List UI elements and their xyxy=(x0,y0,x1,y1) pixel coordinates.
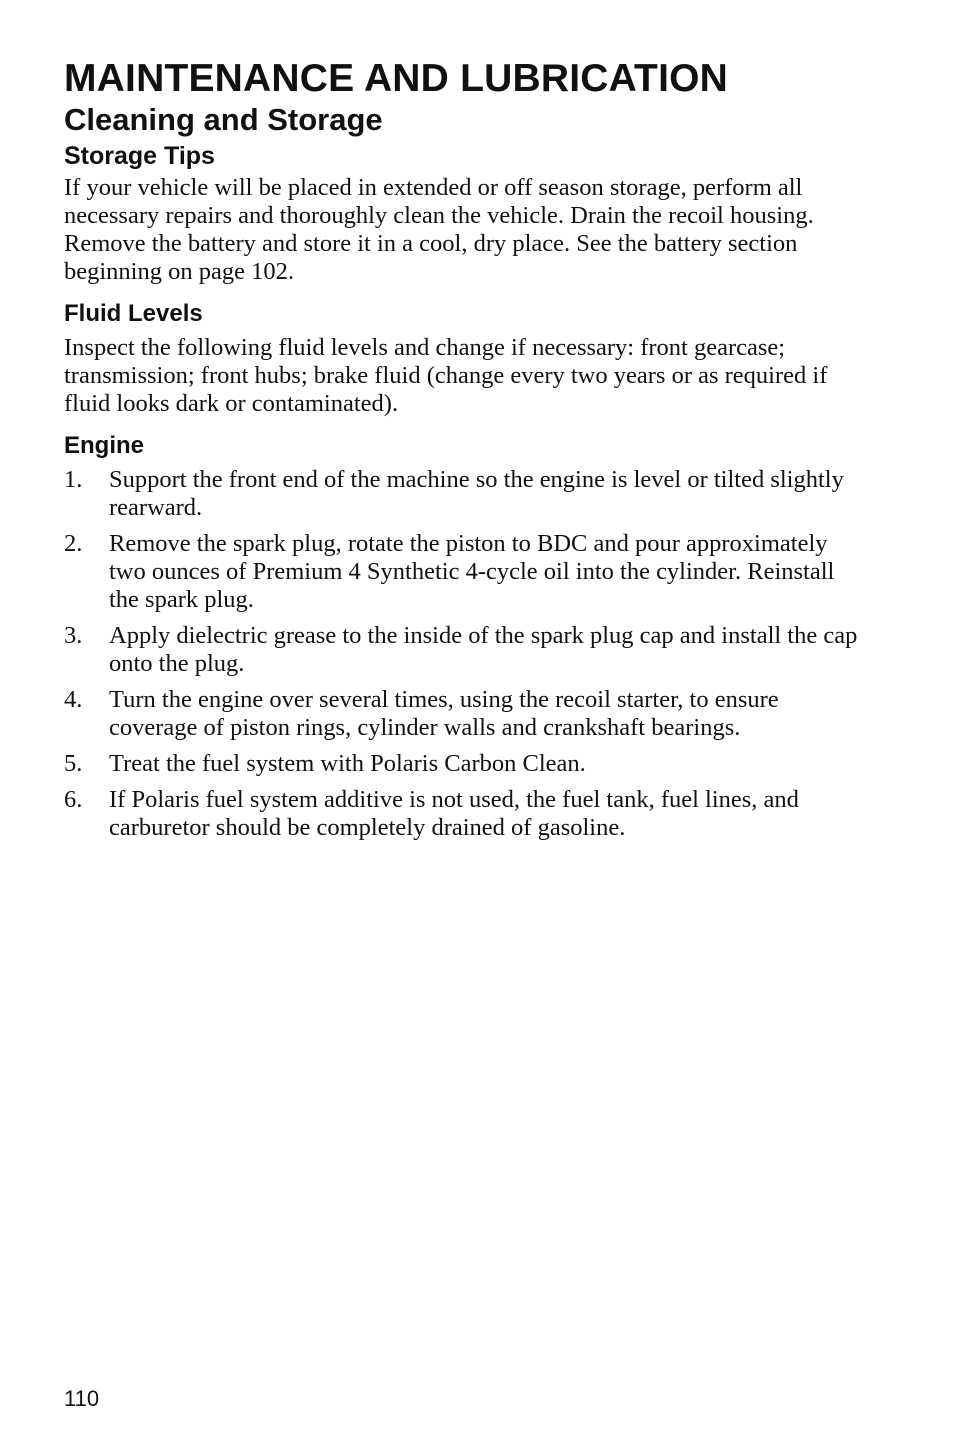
storage-tips-heading: Storage Tips xyxy=(64,142,215,170)
step-number: 1. xyxy=(64,466,83,493)
section-title: Cleaning and Storage xyxy=(64,102,383,137)
engine-steps-list xyxy=(64,466,870,842)
storage-tips-paragraph: If your vehicle will be placed in extended or off season storage, perform all necessary repairs and thoroughly clean the vehicle. Drain the recoil housing. Remove the battery and store it in a cool, dry place. See the battery section beginning on page 102. xyxy=(64,174,814,285)
step-number: 6. xyxy=(64,786,83,813)
list-item xyxy=(64,686,870,742)
fluid-levels-paragraph: Inspect the following fluid levels and change if necessary: front gearcase; transmission; front hubs; brake fluid (change every two years or as required if fluid looks dark or contaminated). xyxy=(64,334,828,417)
list-item xyxy=(64,750,870,778)
step-text: If Polaris fuel system additive is not used, the fuel tank, fuel lines, and carburetor should be completely drained of gasoline. xyxy=(109,786,799,841)
page-title: MAINTENANCE AND LUBRICATION xyxy=(64,57,729,100)
step-text: Support the front end of the machine so the engine is level or tilted slightly rearward. xyxy=(109,466,844,521)
page-number: 110 xyxy=(64,1386,100,1411)
list-item xyxy=(64,466,870,522)
list-item xyxy=(64,786,870,842)
engine-heading: Engine xyxy=(64,432,145,459)
step-text: Turn the engine over several times, using the recoil starter, to ensure coverage of piston rings, cylinder walls and crankshaft bearings. xyxy=(109,686,779,741)
step-number: 5. xyxy=(64,750,83,777)
fluid-levels-heading: Fluid Levels xyxy=(64,300,203,327)
step-number: 3. xyxy=(64,622,83,649)
list-item xyxy=(64,622,870,678)
step-number: 4. xyxy=(64,686,83,713)
list-item xyxy=(64,530,870,614)
step-text: Remove the spark plug, rotate the piston to BDC and pour approximately two ounces of Premium 4 Synthetic 4-cycle oil into the cylinder. Reinstall the spark plug. xyxy=(109,530,835,613)
step-text: Treat the fuel system with Polaris Carbon Clean. xyxy=(109,750,586,777)
page-content xyxy=(64,56,870,850)
step-number: 2. xyxy=(64,530,83,557)
step-text: Apply dielectric grease to the inside of the spark plug cap and install the cap onto the plug. xyxy=(109,622,858,677)
